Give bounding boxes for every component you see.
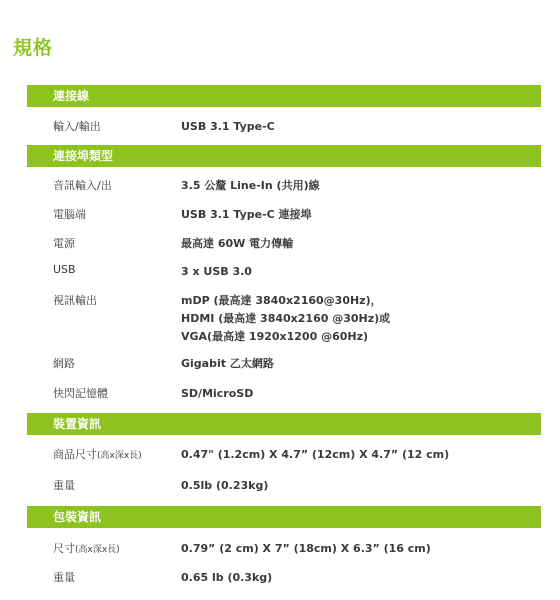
spec-row-usb: [27, 263, 252, 281]
section-header: 包裝資訊: [27, 506, 541, 528]
spec-label: 音訊輸入/出: [53, 179, 112, 192]
spec-value: Gigabit 乙太網路: [181, 357, 274, 370]
spec-value: SD/MicroSD: [181, 387, 254, 400]
spec-label: 網路: [53, 357, 75, 370]
spec-value: USB 3.1 Type-C 連接埠: [181, 208, 312, 221]
spec-value-line: VGA(最高達 1920x1200 @60Hz): [181, 330, 369, 343]
spec-label: USB: [53, 263, 76, 276]
spec-row-audio: [27, 177, 320, 195]
spec-row-io: [27, 118, 275, 136]
spec-row-package-weight: [27, 569, 272, 587]
section-header: 連接埠類型: [27, 145, 541, 167]
spec-value: [181, 292, 390, 346]
spec-value: 3 x USB 3.0: [181, 265, 252, 278]
spec-value-line: HDMI (最高達 3840x2160 @30Hz)或: [181, 312, 391, 325]
section-package: [27, 506, 541, 584]
section-header: 裝置資訊: [27, 413, 541, 435]
spec-label: [27, 540, 181, 558]
spec-label-note: (高x深x長): [75, 545, 120, 555]
spec-row-host: [27, 206, 312, 224]
spec-row-video: [27, 292, 390, 346]
spec-label-note: (高x深x長): [97, 451, 142, 461]
spec-value: 3.5 公釐 Line-In (共用)線: [181, 179, 320, 192]
spec-row-weight: [27, 477, 268, 495]
spec-row-flash: [27, 385, 253, 403]
spec-value: 0.65 lb (0.3kg): [181, 571, 273, 584]
spec-label: 視訊輸出: [53, 294, 97, 307]
spec-value: USB 3.1 Type-C: [181, 120, 275, 133]
spec-label-main: 尺寸: [53, 542, 75, 555]
section-cable: [27, 85, 541, 133]
spec-label: 輸入/輸出: [53, 120, 101, 133]
section-device: [27, 413, 541, 492]
spec-label-main: 商品尺寸: [53, 448, 97, 461]
spec-row-dimensions: [27, 446, 449, 464]
spec-value-line: mDP (最高達 3840x2160@30Hz)，: [181, 294, 382, 307]
spec-label: 電腦端: [53, 208, 86, 221]
spec-row-network: [27, 355, 274, 373]
spec-label: 重量: [53, 479, 75, 492]
page-title: 規格: [13, 37, 54, 59]
spec-value: 0.47" (1.2cm) X 4.7” (12cm) X 4.7” (12 cm): [181, 448, 450, 461]
spec-value: 0.79” (2 cm) X 7” (18cm) X 6.3” (16 cm): [181, 542, 431, 555]
spec-value: 最高達 60W 電力傳輸: [181, 237, 294, 250]
spec-row-power: [27, 235, 293, 253]
section-header: 連接線: [27, 85, 541, 107]
spec-label: [27, 446, 181, 464]
section-ports: [27, 145, 541, 400]
spec-value: 0.5lb (0.23kg): [181, 479, 269, 492]
spec-label: 電源: [53, 237, 75, 250]
spec-label: 重量: [53, 571, 75, 584]
spec-row-package-dimensions: [27, 540, 431, 558]
spec-label: 快閃記憶體: [53, 387, 108, 400]
